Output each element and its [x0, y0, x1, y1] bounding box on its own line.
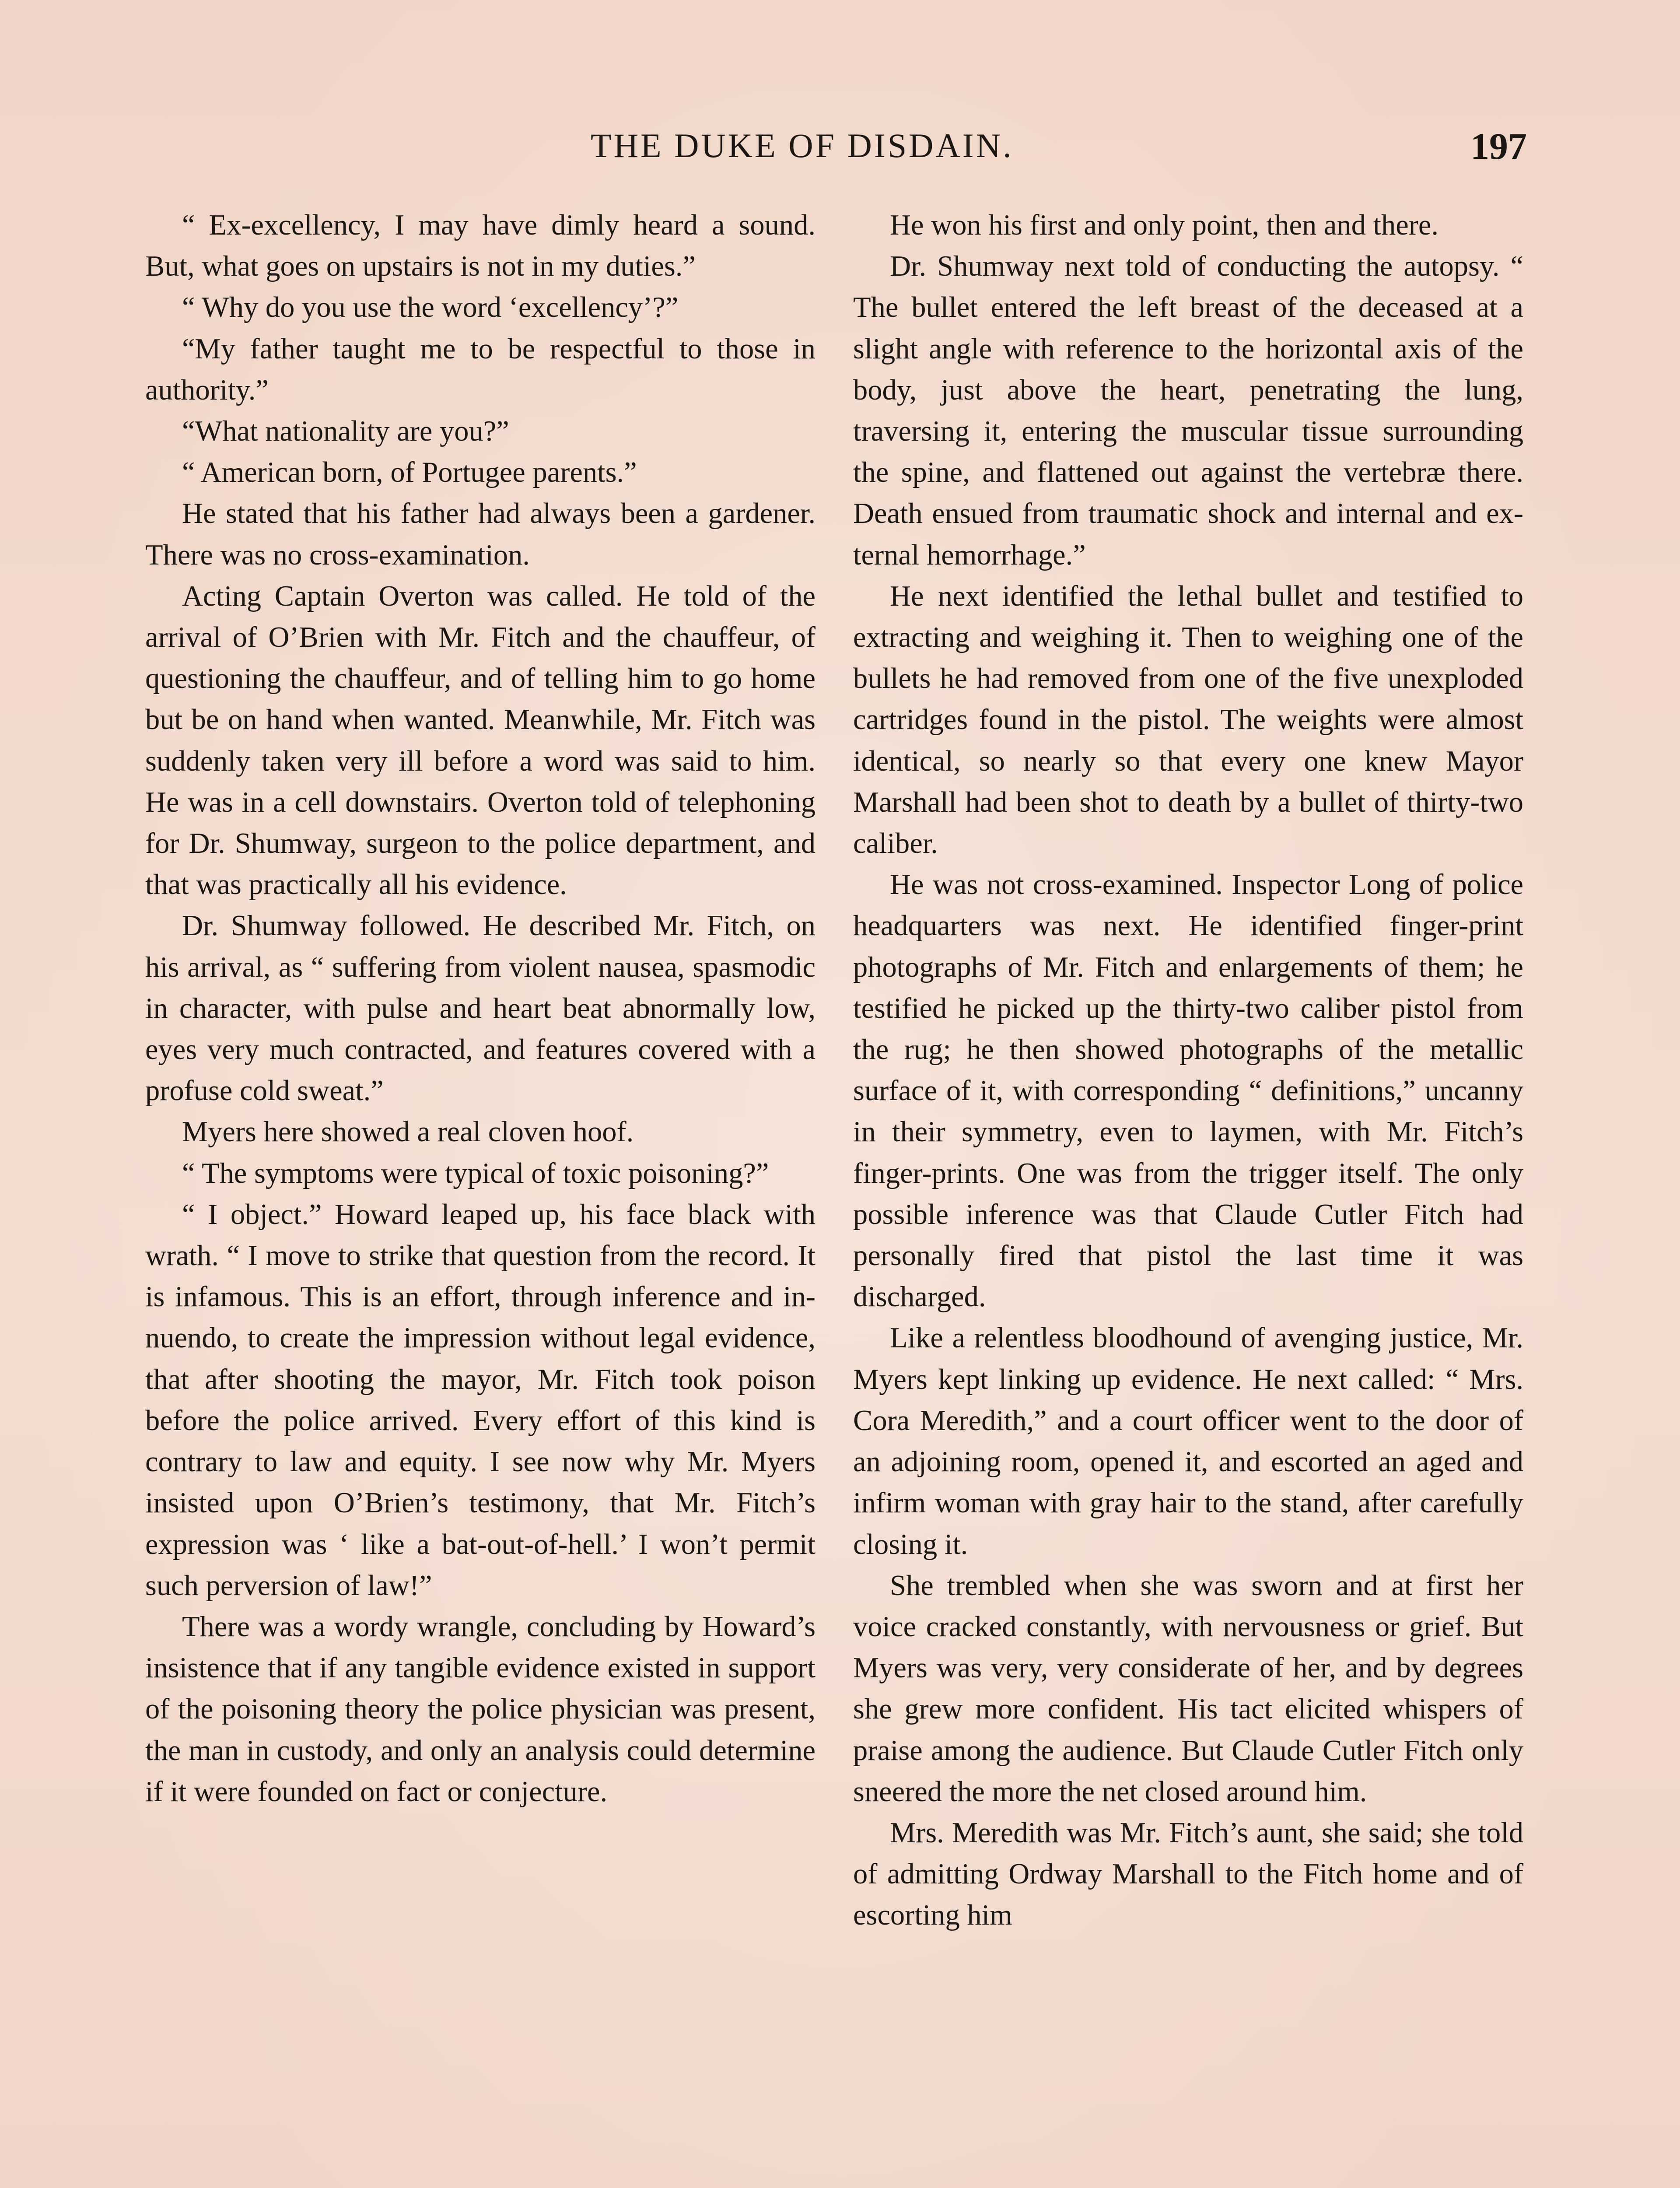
paragraph: He was not cross-examined. Inspector Long of police headquarters was next. He identified finger-print photographs of Mr. Fitch and enlargements of them; he testified he picked up the thirty-two caliber pistol from the rug; he then showed photographs of the metallic surface of it, with corresponding “ definitions,” uncanny in their symmetry, even to laymen, with Mr. Fitch’s finger-prints. One was from the trigger itself. The only possible inference was that Claude Cutler Fitch had personally fired that pistol the last time it was discharged.: [853, 869, 1523, 1313]
paragraph: Mrs. Meredith was Mr. Fitch’s aunt, she said; she told of admitting Ordway Marshall to the Fitch home and of escorting him: [853, 1816, 1523, 1932]
paragraph: Dr. Shumway next told of conducting the autopsy. “ The bullet entered the left breast of the deceased at a slight angle with reference to the horizontal axis of the body, just above the heart, penetrating the lung, traversing it, entering the muscular tissue surrounding the spine, and flattened out against the vertebræ there. Death ensued from traumatic shock and internal and external hemorrhage.”: [853, 250, 1523, 571]
paragraph: He next identified the lethal bullet and testified to extracting and weighing it. Then to weighing one of the bullets he had removed from one of the five unexploded cartridges found in the pistol. The weights were almost identical, so nearly so that every one knew Mayor Marshall had been shot to death by a bullet of thirty-two caliber.: [853, 580, 1523, 860]
paragraph: He won his first and only point, then and there.: [890, 209, 1439, 241]
paragraph: “ Ex-excellency, I may have dimly heard a sound. But, what goes on upstairs is not in my duties.”: [145, 209, 816, 283]
paragraph: “ Why do you use the word ‘excellency’?”: [182, 291, 679, 324]
page-number: 197: [1470, 125, 1527, 167]
right-column: [853, 205, 1523, 1936]
left-column: [145, 205, 816, 1813]
paragraph: He stated that his father had always been a gardener. There was no cross-examination.: [145, 498, 816, 571]
paragraph: She trembled when she was sworn and at first her voice cracked constantly, with nervousness or grief. But Myers was very, very considerate of her, and by degrees she grew more confident. His tact elicited whispers of praise among the audience. But Claude Cutler Fitch only sneered the more the net closed around him.: [853, 1569, 1523, 1808]
paragraph: Acting Captain Overton was called. He told of the arrival of O’Brien with Mr. Fitch and the chauffeur, of questioning the chauffeur, and of telling him to go home but be on hand when wanted. Meanwhile, Mr. Fitch was suddenly taken very ill before a word was said to him. He was in a cell downstairs. Overton told of telephoning for Dr. Shumway, surgeon to the police department, and that was practically all his evidence.: [145, 580, 816, 901]
running-title: THE DUKE OF DISDAIN.: [591, 126, 1014, 165]
paragraph: “What nationality are you?”: [182, 415, 509, 448]
paragraph: “My father taught me to be respectful to those in authority.”: [145, 333, 816, 406]
paragraph: “ The symptoms were typical of toxic poisoning?”: [182, 1157, 769, 1189]
paragraph: “ I object.” Howard leaped up, his face black with wrath. “ I move to strike that question from the record. It is infamous. This is an effort, through inference and innuendo, to create the impression without legal evidence, that after shooting the mayor, Mr. Fitch took poison before the police arrived. Every effort of this kind is contrary to law and equity. I see now why Mr. Myers insisted upon O’Brien’s testimony, that Mr. Fitch’s expression was ‘ like a bat-out-of-hell.’ I won’t permit such perversion of law!”: [145, 1198, 816, 1602]
paragraph: Dr. Shumway followed. He described Mr. Fitch, on his arrival, as “ suffering from violent nausea, spasmodic in character, with pulse and heart beat abnormally low, eyes very much contracted, and features covered with a profuse cold sweat.”: [145, 910, 816, 1107]
paragraph: “ American born, of Portugee parents.”: [182, 456, 637, 489]
page-header: [144, 126, 1527, 174]
paragraph: There was a wordy wrangle, concluding by Howard’s insistence that if any tangible evidence existed in support of the poisoning theory the police physician was present, the man in custody, and only an analysis could determine if it were founded on fact or conjecture.: [145, 1610, 816, 1808]
paragraph: Myers here showed a real cloven hoof.: [182, 1116, 634, 1148]
paragraph: Like a relentless bloodhound of avenging justice, Mr. Myers kept linking up evidence. He next called: “ Mrs. Cora Meredith,” and a court officer went to the door of an adjoining room, opened it, and escorted an aged and infirm woman with gray hair to the stand, after carefully closing it.: [853, 1322, 1523, 1560]
